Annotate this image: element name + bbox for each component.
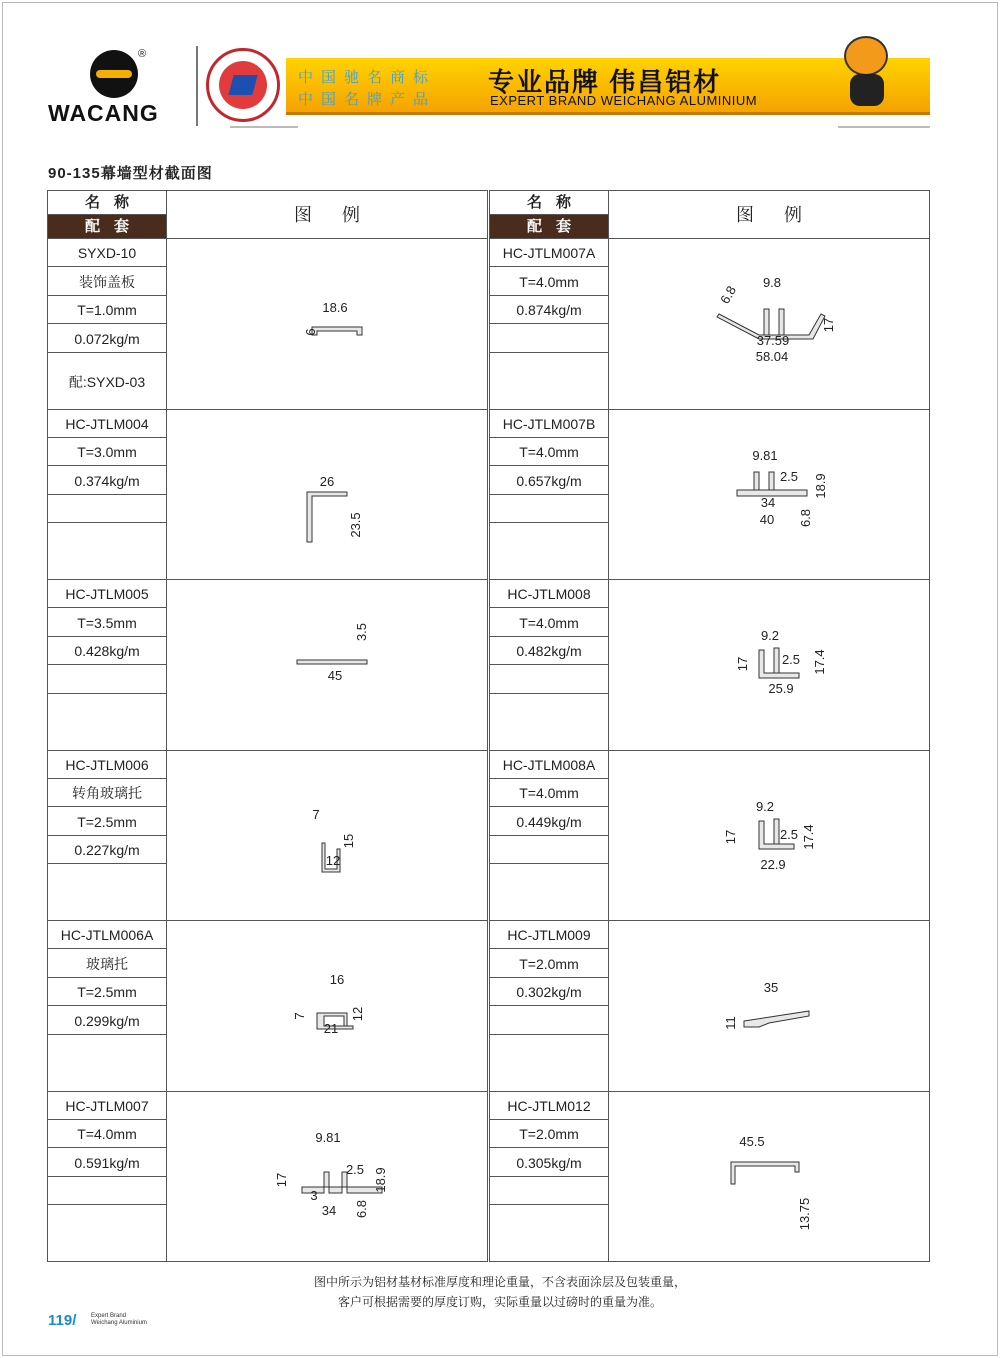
spec-cell xyxy=(490,353,608,411)
dimension-label: 18.9 xyxy=(373,1166,388,1193)
spec-cell xyxy=(48,495,166,523)
profile-row xyxy=(48,1091,487,1262)
spec-cell: 0.657kg/m xyxy=(490,467,608,495)
spec-cell xyxy=(490,1206,608,1264)
spec-cell: HC-JTLM006 xyxy=(48,751,166,779)
footer-note-2: 客户可根据需要的厚度订购，实际重量以过磅时的重量为准。 xyxy=(337,1295,662,1309)
spec-cell: HC-JTLM007 xyxy=(48,1092,166,1120)
profile-row xyxy=(490,238,929,409)
spec-cell: SYXD-10 xyxy=(48,239,166,267)
dimension-label: 6.8 xyxy=(798,508,813,527)
spec-cell xyxy=(490,694,608,752)
profile-drawing xyxy=(609,580,929,750)
profile-table-right xyxy=(489,190,930,1262)
profile-drawing xyxy=(609,1092,929,1262)
dimension-label: 6 xyxy=(303,328,318,336)
spec-cell: HC-JTLM007A xyxy=(490,239,608,267)
spec-cell: 0.874kg/m xyxy=(490,296,608,324)
profile-section-shape xyxy=(731,1162,799,1184)
spec-cell xyxy=(490,836,608,864)
top-brand-seal xyxy=(206,48,280,122)
dimension-label: 2.5 xyxy=(781,652,801,667)
banner-cn-line2: 中国名牌产品 xyxy=(298,91,437,108)
spec-cell: 0.428kg/m xyxy=(48,637,166,665)
profile-row xyxy=(48,579,487,750)
spec-cell: T=2.5mm xyxy=(48,808,166,836)
profile-drawing-svg xyxy=(167,580,487,750)
profile-section-shape xyxy=(307,492,347,542)
profile-drawing-svg xyxy=(167,1092,487,1262)
spec-cell: 0.302kg/m xyxy=(490,978,608,1006)
spec-cell xyxy=(490,1177,608,1205)
profile-drawing xyxy=(609,751,929,921)
profile-drawing-svg xyxy=(609,921,929,1091)
profile-section-shape xyxy=(312,327,362,335)
dimension-label: 34 xyxy=(760,494,776,510)
dimension-label: 9.2 xyxy=(755,798,775,814)
dimension-label: 58.04 xyxy=(755,349,789,364)
dimension-label: 45 xyxy=(327,668,343,683)
dimension-label: 9.81 xyxy=(315,1129,341,1145)
dimension-label: 22.9 xyxy=(760,856,786,872)
spec-cell: T=4.0mm xyxy=(48,1120,166,1148)
profile-drawing-svg xyxy=(167,751,487,921)
profile-row xyxy=(48,750,487,921)
footer-note-1: 图中所示为铝材基材标准厚度和理论重量，不含表面涂层及包装重量， xyxy=(313,1275,686,1289)
profile-row xyxy=(490,1091,929,1262)
spec-cell: HC-JTLM005 xyxy=(48,580,166,608)
profile-drawing xyxy=(609,239,929,409)
profile-drawing-svg xyxy=(167,410,487,580)
dimension-label: 6.8 xyxy=(717,283,740,307)
spec-cell xyxy=(490,524,608,582)
page-number: 119/ xyxy=(48,1312,77,1329)
profile-row xyxy=(490,409,929,580)
spec-cell: 配:SYXD-03 xyxy=(68,374,146,390)
spec-cell: 0.227kg/m xyxy=(48,836,166,864)
dimension-label: 11 xyxy=(723,1016,738,1030)
spec-cell xyxy=(490,325,608,353)
profile-section-shape xyxy=(744,1011,809,1027)
header-name: 名称 xyxy=(490,191,608,215)
dimension-label: 15 xyxy=(341,833,356,848)
spec-cell xyxy=(490,495,608,523)
spec-cell xyxy=(490,1007,608,1035)
registered-mark: ® xyxy=(138,48,147,60)
profile-row xyxy=(48,920,487,1091)
spec-cell: HC-JTLM012 xyxy=(490,1092,608,1120)
spec-cell: 0.591kg/m xyxy=(48,1149,166,1177)
spec-cell: 装饰盖板 xyxy=(48,268,166,296)
dimension-label: 2.5 xyxy=(779,468,799,484)
spec-cell: 玻璃托 xyxy=(48,950,166,978)
dimension-label: 17.4 xyxy=(812,649,827,675)
dimension-label: 17.4 xyxy=(801,823,816,850)
profile-row xyxy=(490,579,929,750)
spec-cell: HC-JTLM009 xyxy=(490,921,608,949)
spec-cell: HC-JTLM008A xyxy=(490,751,608,779)
spec-cell xyxy=(48,1177,166,1205)
dimension-label: 2.5 xyxy=(779,826,799,842)
dimension-label: 6.8 xyxy=(354,1199,369,1218)
profile-row xyxy=(48,409,487,580)
dimension-label: 21 xyxy=(323,1021,339,1036)
spec-cell: 0.305kg/m xyxy=(490,1149,608,1177)
banner-subtitle: EXPERT BRAND WEICHANG ALUMINIUM xyxy=(490,93,758,108)
dimension-label: 25.9 xyxy=(768,681,794,696)
dimension-label: 3 xyxy=(310,1187,318,1203)
dimension-label: 9.8 xyxy=(762,275,782,290)
header-rule-right xyxy=(838,126,930,128)
spec-cell: 转角玻璃托 xyxy=(48,779,166,807)
dimension-label: 23.5 xyxy=(348,511,363,538)
brand-name: WACANG xyxy=(48,100,159,126)
profile-row xyxy=(490,750,929,921)
spec-cell: 0.299kg/m xyxy=(48,1007,166,1035)
spec-cell: 0.374kg/m xyxy=(48,467,166,495)
dimension-label: 18.6 xyxy=(322,300,348,315)
profile-drawing-svg xyxy=(609,580,929,750)
dimension-label: 7 xyxy=(312,806,320,822)
page-tag-line1: Expert Brand xyxy=(91,1313,127,1319)
profile-section-shape xyxy=(297,660,367,664)
header-match: 配套 xyxy=(490,215,608,239)
spec-cell: T=3.5mm xyxy=(48,609,166,637)
dimension-label: 37.59 xyxy=(756,333,790,348)
spec-cell: 0.482kg/m xyxy=(490,637,608,665)
profile-row xyxy=(490,920,929,1091)
profile-table-left xyxy=(47,190,488,1262)
dimension-label: 3.5 xyxy=(354,622,369,642)
profile-drawing xyxy=(167,751,487,921)
spec-cell xyxy=(490,1035,608,1093)
dimension-label: 17 xyxy=(723,829,738,844)
header-figure: 图例 xyxy=(736,205,832,225)
profile-drawing-svg xyxy=(609,751,929,921)
brand-logo-mark xyxy=(90,50,138,98)
header-match: 配套 xyxy=(48,215,166,239)
spec-cell xyxy=(48,1035,166,1093)
dimension-label: 12 xyxy=(350,1006,365,1022)
profile-drawing-svg xyxy=(609,1092,929,1262)
spec-cell: T=4.0mm xyxy=(490,268,608,296)
dimension-label: 34 xyxy=(321,1202,337,1218)
banner-underline xyxy=(286,112,930,115)
dimension-label: 18.9 xyxy=(813,472,828,499)
spec-cell: 0.072kg/m xyxy=(48,325,166,353)
profile-drawing xyxy=(609,921,929,1091)
profile-row xyxy=(48,238,487,409)
header-rule-left xyxy=(230,126,298,128)
profile-drawing xyxy=(609,410,929,580)
dimension-label: 13.75 xyxy=(797,1197,812,1230)
dimension-label: 9.2 xyxy=(760,628,780,643)
spec-cell: HC-JTLM004 xyxy=(48,410,166,438)
spec-cell xyxy=(48,865,166,923)
banner-title: 专业品牌 伟昌铝材 xyxy=(488,67,722,97)
dimension-label: 45.5 xyxy=(739,1133,765,1149)
spec-cell xyxy=(48,666,166,694)
spec-cell: T=2.0mm xyxy=(490,950,608,978)
dimension-label: 17 xyxy=(735,656,750,672)
header-name: 名称 xyxy=(48,191,166,215)
profile-drawing xyxy=(167,580,487,750)
spec-cell: HC-JTLM006A xyxy=(48,921,166,949)
dimension-label: 17 xyxy=(274,1172,289,1187)
profile-drawing-svg xyxy=(167,239,487,409)
profile-drawing xyxy=(167,1092,487,1262)
spec-cell: T=2.0mm xyxy=(490,1120,608,1148)
banner-cn-line1: 中国驰名商标 xyxy=(298,69,437,86)
dimension-label: 26 xyxy=(319,473,335,489)
page-tag-line2: Weichang Aluminium xyxy=(91,1320,147,1326)
profile-drawing-svg xyxy=(609,410,929,580)
spec-cell xyxy=(48,694,166,752)
spec-cell: T=4.0mm xyxy=(490,609,608,637)
dimension-label: 2.5 xyxy=(345,1161,365,1177)
spec-cell: T=4.0mm xyxy=(490,438,608,466)
header-figure: 图例 xyxy=(294,205,390,225)
tiger-mascot xyxy=(838,36,898,108)
profile-drawing-svg xyxy=(609,239,929,409)
spec-cell xyxy=(490,666,608,694)
profile-drawing xyxy=(167,410,487,580)
dimension-label: 7 xyxy=(292,1012,307,1020)
page-tag xyxy=(91,1313,147,1327)
spec-cell: 0.449kg/m xyxy=(490,808,608,836)
spec-cell xyxy=(48,524,166,582)
dimension-label: 35 xyxy=(763,980,779,995)
dimension-label: 16 xyxy=(329,972,345,987)
section-title: 90-135幕墙型材截面图 xyxy=(48,165,213,182)
spec-cell: HC-JTLM008 xyxy=(490,580,608,608)
header-divider xyxy=(196,46,198,126)
brand-logo xyxy=(48,48,188,128)
profile-drawing xyxy=(167,921,487,1091)
dimension-label: 9.81 xyxy=(752,447,778,463)
dimension-label: 12 xyxy=(325,852,341,868)
spec-cell xyxy=(490,865,608,923)
spec-cell xyxy=(48,1206,166,1264)
spec-cell: T=2.5mm xyxy=(48,978,166,1006)
dimension-label: 17 xyxy=(821,317,836,333)
spec-cell: T=4.0mm xyxy=(490,779,608,807)
profile-drawing-svg xyxy=(167,921,487,1091)
profile-drawing xyxy=(167,239,487,409)
spec-cell: T=3.0mm xyxy=(48,438,166,466)
spec-cell: T=1.0mm xyxy=(48,296,166,324)
spec-cell: HC-JTLM007B xyxy=(490,410,608,438)
dimension-label: 40 xyxy=(759,511,775,527)
